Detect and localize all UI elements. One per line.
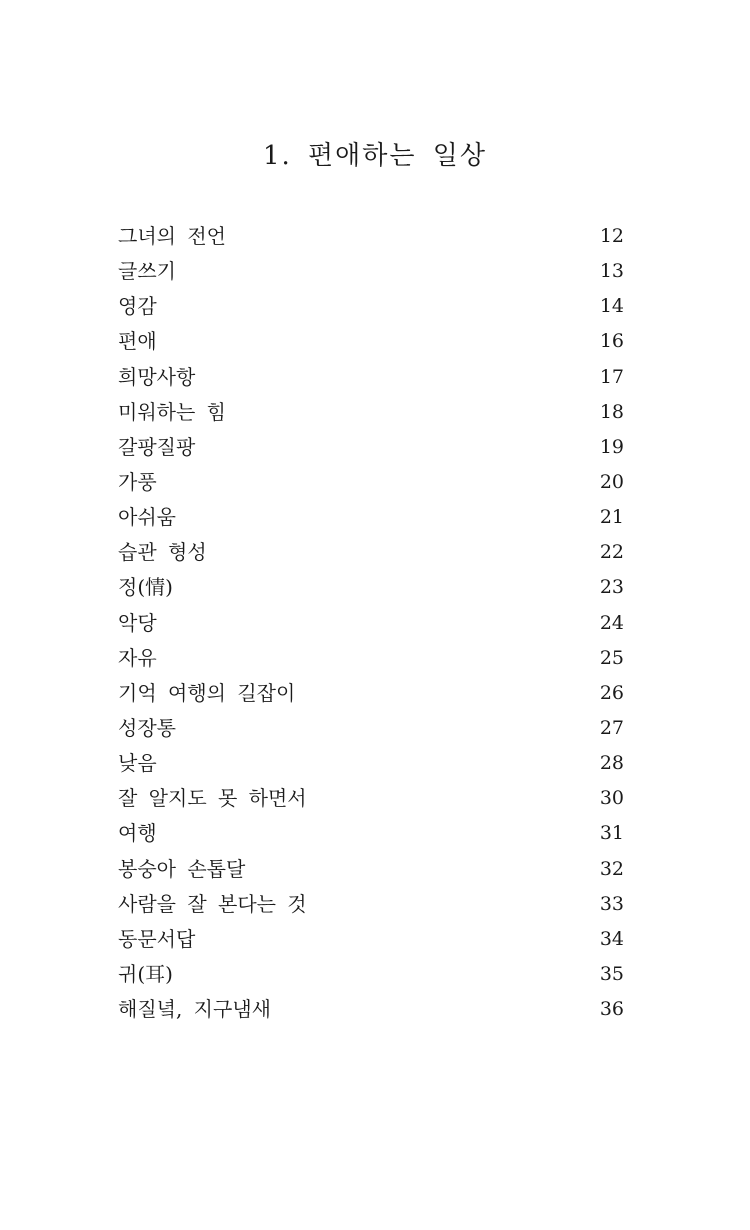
toc-entry bbox=[118, 360, 624, 395]
toc-entry-page-number: 20 bbox=[599, 471, 624, 494]
toc-entry-title: 편애 bbox=[118, 329, 157, 354]
toc-entry-title: 여행 bbox=[118, 821, 157, 846]
toc-entry bbox=[118, 395, 624, 430]
toc-entry bbox=[118, 781, 624, 816]
toc-entry-page-number: 14 bbox=[599, 295, 624, 318]
toc-entry bbox=[118, 641, 624, 676]
toc-entry-title: 동문서답 bbox=[118, 926, 196, 951]
toc-entry-page-number: 34 bbox=[599, 927, 624, 950]
toc-entry-page-number: 33 bbox=[599, 892, 624, 915]
toc-entry-page-number: 18 bbox=[599, 400, 624, 423]
toc-entry-page-number: 12 bbox=[599, 225, 624, 248]
toc-entry bbox=[118, 500, 624, 535]
toc-entry bbox=[118, 289, 624, 324]
toc-entry-page-number: 19 bbox=[599, 435, 624, 458]
toc-entry-title: 정(情) bbox=[118, 575, 173, 600]
toc-entry bbox=[118, 430, 624, 465]
toc-entry-title: 악당 bbox=[118, 610, 157, 635]
toc-entry bbox=[118, 570, 624, 605]
toc-entry-page-number: 32 bbox=[599, 857, 624, 880]
toc-entry bbox=[118, 219, 624, 254]
toc-entry bbox=[118, 922, 624, 957]
toc-entry-title: 가풍 bbox=[118, 470, 157, 495]
toc-entry-title: 사람을 잘 본다는 것 bbox=[118, 891, 307, 916]
toc-entry bbox=[118, 465, 624, 500]
chapter-title: 1. 편애하는 일상 bbox=[262, 141, 488, 171]
toc-entry-title: 성장통 bbox=[118, 716, 176, 741]
toc-entry-title: 영감 bbox=[118, 294, 157, 319]
toc-entry-title: 갈팡질팡 bbox=[118, 434, 196, 459]
toc-entry bbox=[118, 535, 624, 570]
toc-entry bbox=[118, 324, 624, 359]
toc-entry-page-number: 21 bbox=[599, 506, 624, 529]
toc-entry-page-number: 22 bbox=[599, 541, 624, 564]
toc-entry-page-number: 28 bbox=[599, 752, 624, 775]
toc-entry bbox=[118, 711, 624, 746]
toc-entry-title: 귀(耳) bbox=[118, 962, 173, 987]
toc-entry-title: 자유 bbox=[118, 645, 157, 670]
toc-entry-page-number: 35 bbox=[599, 963, 624, 986]
toc-entry bbox=[118, 992, 624, 1027]
toc-entry-page-number: 17 bbox=[599, 365, 624, 388]
toc-entry bbox=[118, 606, 624, 641]
toc-entry-title: 그녀의 전언 bbox=[118, 224, 226, 249]
toc-entry bbox=[118, 746, 624, 781]
toc-entry-title: 희망사항 bbox=[118, 364, 196, 389]
toc-entry-page-number: 25 bbox=[599, 646, 624, 669]
toc-entry-title: 해질녘, 지구냄새 bbox=[118, 997, 271, 1022]
toc-entry-title: 아쉬움 bbox=[118, 505, 176, 530]
toc-entry bbox=[118, 957, 624, 992]
toc-entry-title: 습관 형성 bbox=[118, 540, 207, 565]
toc-entry-page-number: 31 bbox=[599, 822, 624, 845]
table-of-contents bbox=[118, 219, 624, 1027]
toc-entry-page-number: 27 bbox=[599, 717, 624, 740]
toc-entry-page-number: 16 bbox=[599, 330, 624, 353]
toc-entry-title: 미워하는 힘 bbox=[118, 399, 226, 424]
toc-entry-page-number: 13 bbox=[599, 260, 624, 283]
toc-entry-title: 글쓰기 bbox=[118, 259, 176, 284]
toc-entry bbox=[118, 852, 624, 887]
toc-entry-title: 봉숭아 손톱달 bbox=[118, 856, 246, 881]
toc-entry bbox=[118, 887, 624, 922]
toc-entry-page-number: 26 bbox=[599, 681, 624, 704]
toc-entry bbox=[118, 816, 624, 851]
toc-entry-page-number: 24 bbox=[599, 611, 624, 634]
toc-entry-title: 낮음 bbox=[118, 751, 157, 776]
toc-entry bbox=[118, 254, 624, 289]
toc-entry-page-number: 36 bbox=[599, 998, 624, 1021]
toc-entry-title: 기억 여행의 길잡이 bbox=[118, 680, 296, 705]
toc-entry bbox=[118, 676, 624, 711]
toc-entry-page-number: 23 bbox=[599, 576, 624, 599]
toc-entry-title: 잘 알지도 못 하면서 bbox=[118, 786, 307, 811]
toc-entry-page-number: 30 bbox=[599, 787, 624, 810]
